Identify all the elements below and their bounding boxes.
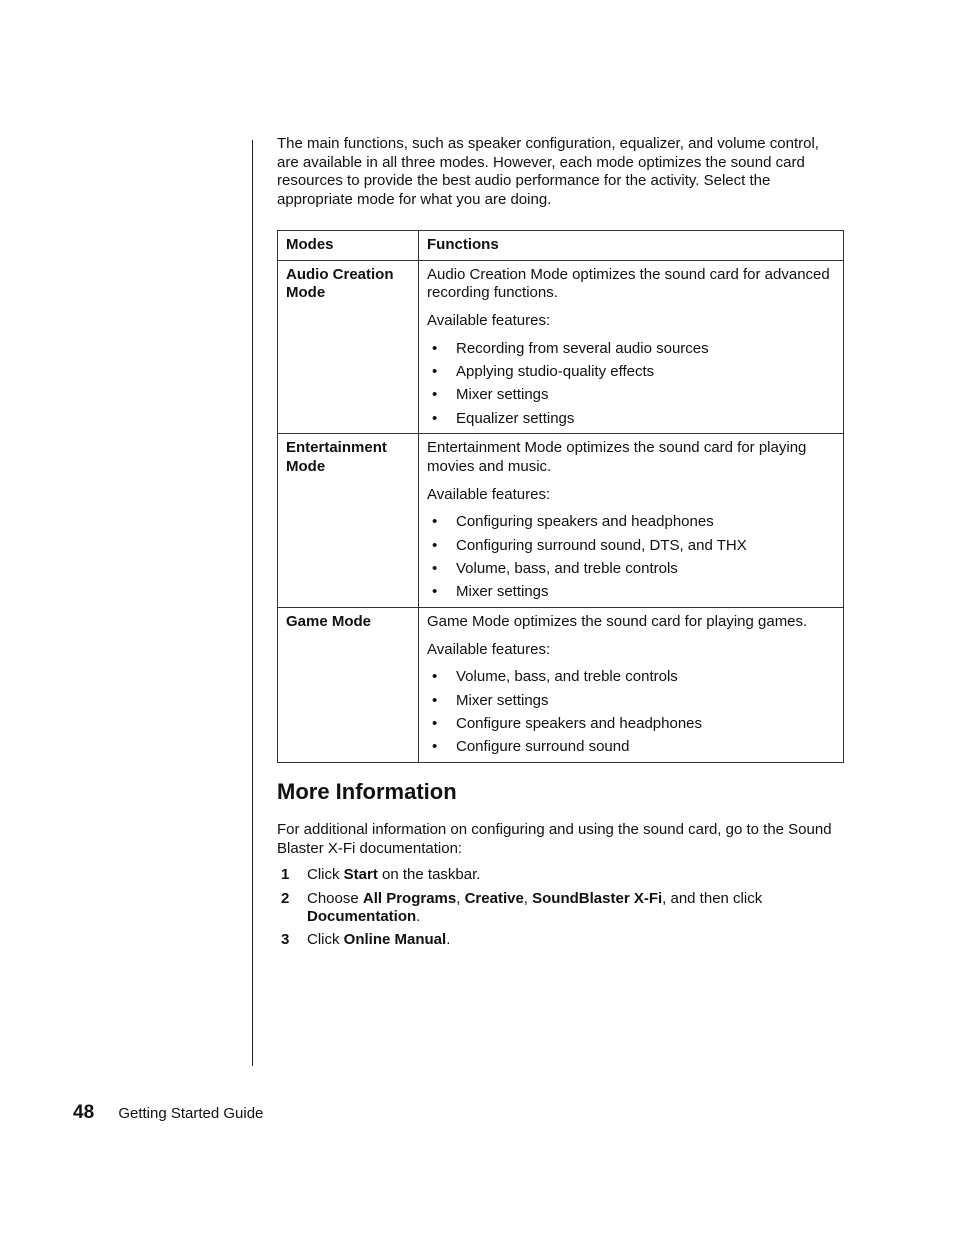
mode-name-cell: Game Mode xyxy=(278,607,419,762)
feature-text: Volume, bass, and treble controls xyxy=(456,668,678,686)
mode-description: Audio Creation Mode optimizes the sound card for advanced recording functions. xyxy=(427,265,830,302)
features-list xyxy=(427,668,835,757)
bullet-icon: • xyxy=(432,513,438,531)
list-item xyxy=(427,410,835,429)
list-item xyxy=(427,537,835,556)
list-item xyxy=(427,692,835,711)
step-item xyxy=(277,866,844,885)
feature-text: Mixer settings xyxy=(456,386,549,404)
step-text: , xyxy=(523,889,533,907)
step-text: . xyxy=(416,908,421,926)
bullet-icon: • xyxy=(432,691,438,709)
features-label: Available features: xyxy=(427,640,551,658)
step-number: 2 xyxy=(281,889,290,907)
modes-table-body xyxy=(278,260,844,762)
step-text: , xyxy=(456,889,465,907)
step-text: , and then click xyxy=(662,889,763,907)
feature-text: Mixer settings xyxy=(456,691,549,709)
feature-text: Configure surround sound xyxy=(456,738,630,756)
step-number: 1 xyxy=(281,866,290,884)
feature-text: Equalizer settings xyxy=(456,409,575,427)
page-number: 48 xyxy=(73,1102,95,1123)
list-item xyxy=(427,386,835,405)
feature-text: Volume, bass, and treble controls xyxy=(456,559,678,577)
bullet-icon: • xyxy=(432,362,438,380)
intro-paragraph: The main functions, such as speaker configuration, equalizer, and volume control, are available in all three modes. However, each mode optimizes the sound card resources to provide the best audio performance for the activity. Select the appropriate mode for what you are doing. xyxy=(277,135,819,209)
bullet-icon: • xyxy=(432,714,438,732)
steps-list xyxy=(277,866,844,950)
list-item xyxy=(427,363,835,382)
table-row xyxy=(278,607,844,762)
bullet-icon: • xyxy=(432,559,438,577)
feature-text: Recording from several audio sources xyxy=(456,339,709,357)
table-header-row xyxy=(278,230,844,260)
header-functions: Functions xyxy=(419,230,844,260)
page-content xyxy=(277,135,844,955)
step-item xyxy=(277,890,844,927)
feature-text: Configure speakers and headphones xyxy=(456,714,703,732)
list-item xyxy=(427,340,835,359)
bullet-icon: • xyxy=(432,536,438,554)
mode-functions-cell xyxy=(419,607,844,762)
bullet-icon: • xyxy=(432,583,438,601)
step-ui-term: All Programs xyxy=(362,889,457,907)
mode-functions-cell xyxy=(419,260,844,434)
table-row xyxy=(278,260,844,434)
bullet-icon: • xyxy=(432,668,438,686)
mode-functions-cell xyxy=(419,434,844,608)
feature-text: Mixer settings xyxy=(456,583,549,601)
features-list xyxy=(427,340,835,429)
bullet-icon: • xyxy=(432,409,438,427)
mode-name-cell: Entertainment Mode xyxy=(278,434,419,608)
feature-text: Configuring surround sound, DTS, and THX xyxy=(456,536,747,554)
margin-rule xyxy=(252,140,253,1066)
features-list xyxy=(427,513,835,602)
step-ui-term: Creative xyxy=(464,889,524,907)
step-text: Click xyxy=(307,866,344,884)
mode-description: Entertainment Mode optimizes the sound card for playing movies and music. xyxy=(427,439,807,475)
bullet-icon: • xyxy=(432,386,438,404)
step-text: on the taskbar. xyxy=(377,866,481,884)
features-label: Available features: xyxy=(427,311,551,329)
list-item xyxy=(427,560,835,579)
bullet-icon: • xyxy=(432,339,438,357)
feature-text: Applying studio-quality effects xyxy=(456,362,655,380)
step-ui-term: Documentation xyxy=(307,908,417,926)
step-number: 3 xyxy=(281,931,290,949)
feature-text: Configuring speakers and headphones xyxy=(456,513,714,531)
mode-description: Game Mode optimizes the sound card for playing games. xyxy=(427,612,808,630)
step-text: Choose xyxy=(307,889,363,907)
features-label: Available features: xyxy=(427,485,551,503)
page-footer xyxy=(73,1103,263,1124)
step-ui-term: SoundBlaster X-Fi xyxy=(532,889,663,907)
mode-name-cell: Audio Creation Mode xyxy=(278,260,419,434)
step-item xyxy=(277,931,844,950)
header-modes: Modes xyxy=(278,230,419,260)
list-item xyxy=(427,715,835,734)
step-ui-term: Start xyxy=(343,866,378,884)
more-information-heading: More Information xyxy=(277,778,457,804)
list-item xyxy=(427,583,835,602)
step-text: . xyxy=(446,931,451,949)
guide-title: Getting Started Guide xyxy=(118,1105,264,1122)
more-information-intro: For additional information on configuring and using the sound card, go to the Sound Blaster X-Fi documentation: xyxy=(277,820,832,857)
modes-table xyxy=(277,230,844,763)
list-item xyxy=(427,668,835,687)
bullet-icon: • xyxy=(432,738,438,756)
step-ui-term: Online Manual xyxy=(343,931,447,949)
list-item xyxy=(427,513,835,532)
table-row xyxy=(278,434,844,608)
step-text: Click xyxy=(307,931,344,949)
list-item xyxy=(427,738,835,757)
